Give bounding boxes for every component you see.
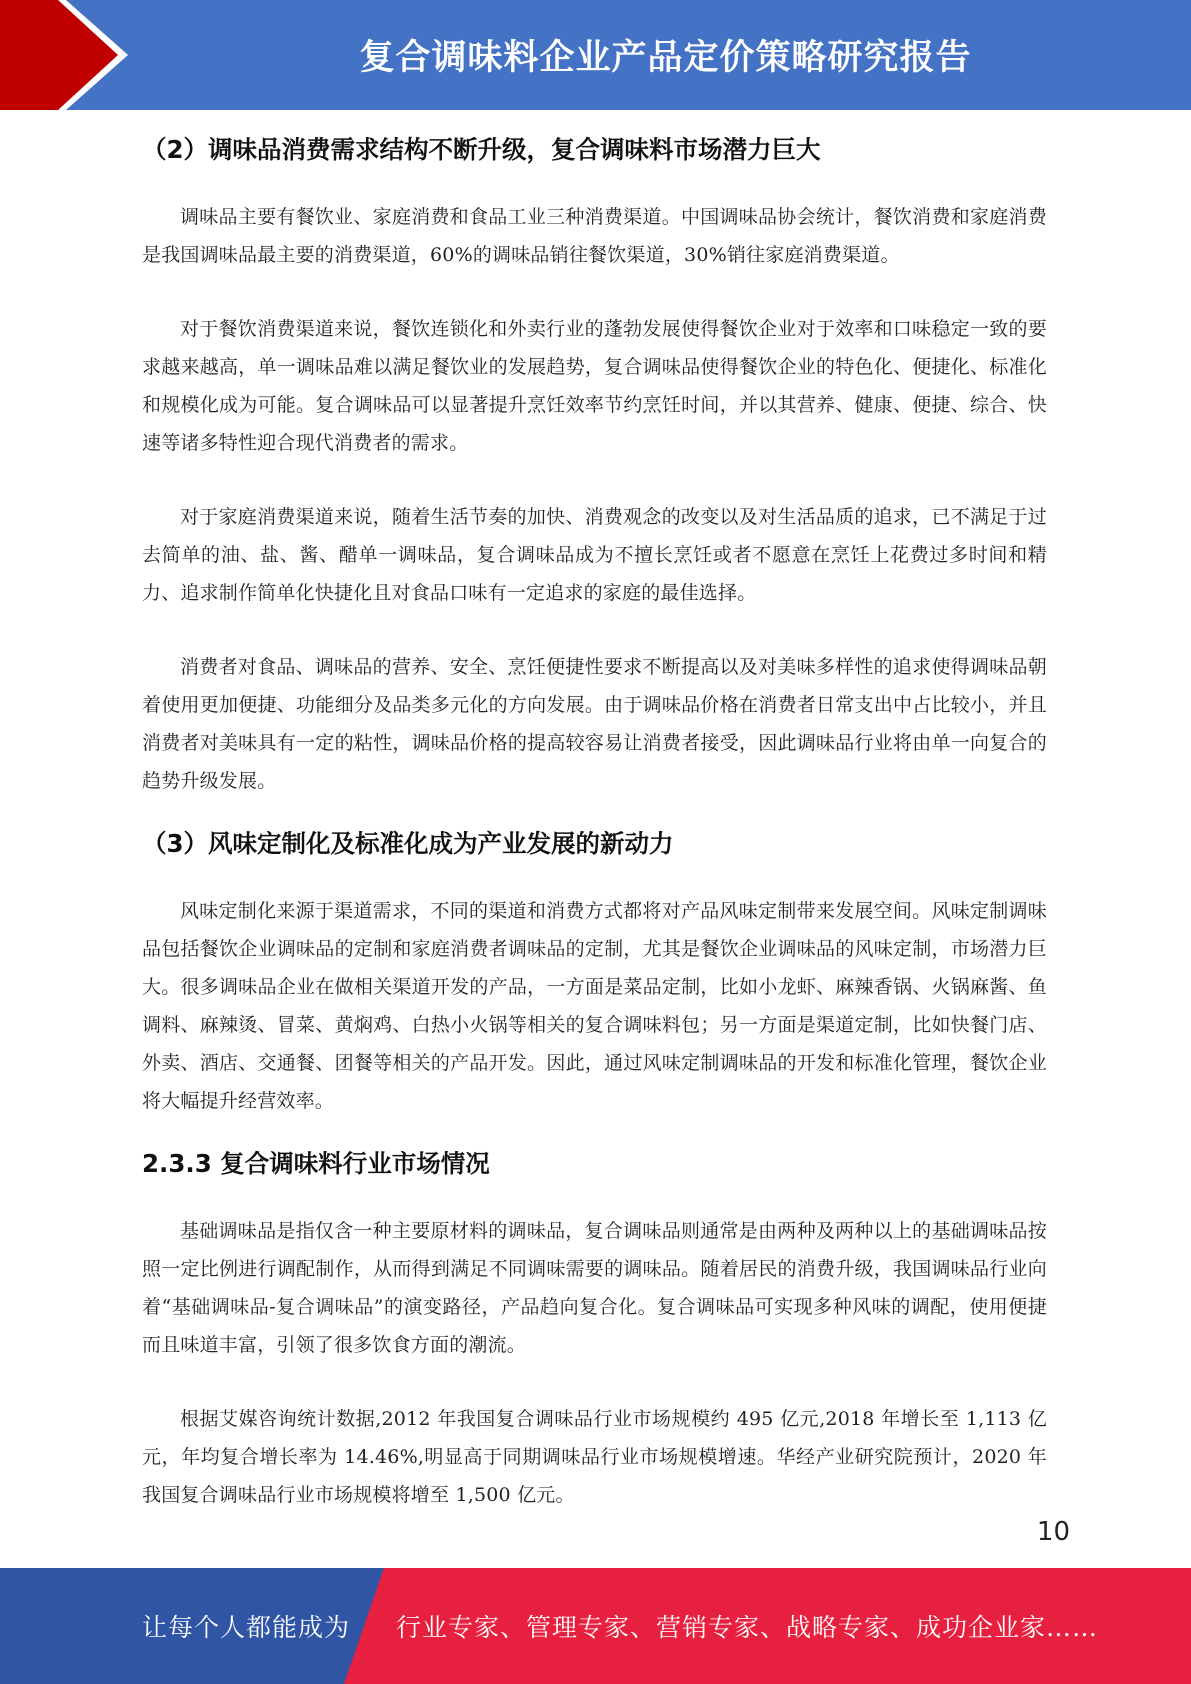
section-heading-2-3-3: 2.3.3 复合调味料行业市场情况 [142, 1149, 490, 1178]
paragraph: 调味品主要有餐饮业、家庭消费和食品工业三种消费渠道。中国调味品协会统计，餐饮消费和家庭消费是我国调味品最主要的消费渠道，60%的调味品销往餐饮渠道，30%销往家庭消费渠道。 [142, 206, 1047, 266]
paragraph: 对于餐饮消费渠道来说，餐饮连锁化和外卖行业的蓬勃发展使得餐饮企业对于效率和口味稳定一致的要求越来越高，单一调味品难以满足餐饮业的发展趋势，复合调味品使得餐饮企业的特色化、便捷化、标准化和规模化成为可能。复合调味品可以显著提升烹饪效率节约烹饪时间，并以其营养、健康、便捷、综合、快速等诸多特性迎合现代消费者的需求。 [142, 318, 1047, 454]
report-title: 复合调味料企业产品定价策略研究报告 [359, 38, 972, 78]
section-heading-3: （3）风味定制化及标准化成为产业发展的新动力 [142, 829, 674, 858]
report-body [142, 128, 1047, 1514]
paragraph: 基础调味品是指仅含一种主要原材料的调味品，复合调味品则通常是由两种及两种以上的基础调味品按照一定比例进行调配制作，从而得到满足不同调味需要的调味品。随着居民的消费升级，我国调味品行业向着“基础调味品-复合调味品”的演变路径，产品趋向复合化。复合调味品可实现多种风味的调配，使用便捷而且味道丰富，引领了很多饮食方面的潮流。 [142, 1220, 1047, 1356]
paragraph: 风味定制化来源于渠道需求，不同的渠道和消费方式都将对产品风味定制带来发展空间。风味定制调味品包括餐饮企业调味品的定制和家庭消费者调味品的定制，尤其是餐饮企业调味品的风味定制，市场潜力巨大。很多调味品企业在做相关渠道开发的产品，一方面是菜品定制，比如小龙虾、麻辣香锅、火锅麻酱、鱼调料、麻辣烫、冒菜、黄焖鸡、白热小火锅等相关的复合调味料包；另一方面是渠道定制，比如快餐门店、外卖、酒店、交通餐、团餐等相关的产品开发。因此，通过风味定制调味品的开发和标准化管理，餐饮企业将大幅提升经营效率。 [142, 900, 1047, 1112]
page-number: 10 [1036, 1517, 1070, 1547]
footer-banner [0, 1568, 1191, 1684]
section-heading-2: （2）调味品消费需求结构不断升级，复合调味料市场潜力巨大 [142, 135, 821, 164]
footer-slogan-right: 行业专家、管理专家、营销专家、战略专家、成功企业家…… [396, 1613, 1099, 1642]
paragraph: 根据艾媒咨询统计数据,2012 年我国复合调味品行业市场规模约 495 亿元,2018 年增长至 1,113 亿元，年均复合增长率为 14.46%,明显高于同期调味品行业市场规模增速。华经产业研究院预计，2020 年我国复合调味品行业市场规模将增至 1,500 亿元。 [142, 1408, 1047, 1506]
header-banner [0, 0, 1191, 110]
paragraph: 对于家庭消费渠道来说，随着生活节奏的加快、消费观念的改变以及对生活品质的追求，已不满足于过去简单的油、盐、酱、醋单一调味品，复合调味品成为不擅长烹饪或者不愿意在烹饪上花费过多时间和精力、追求制作简单化快捷化且对食品口味有一定追求的家庭的最佳选择。 [142, 506, 1047, 604]
footer-slogan-left: 让每个人都能成为 [142, 1613, 351, 1642]
header-arrow-decoration [0, 0, 160, 110]
paragraph: 消费者对食品、调味品的营养、安全、烹饪便捷性要求不断提高以及对美味多样性的追求使得调味品朝着使用更加便捷、功能细分及品类多元化的方向发展。由于调味品价格在消费者日常支出中占比较小，并且消费者对美味具有一定的粘性，调味品价格的提高较容易让消费者接受，因此调味品行业将由单一向复合的趋势升级发展。 [142, 656, 1047, 792]
